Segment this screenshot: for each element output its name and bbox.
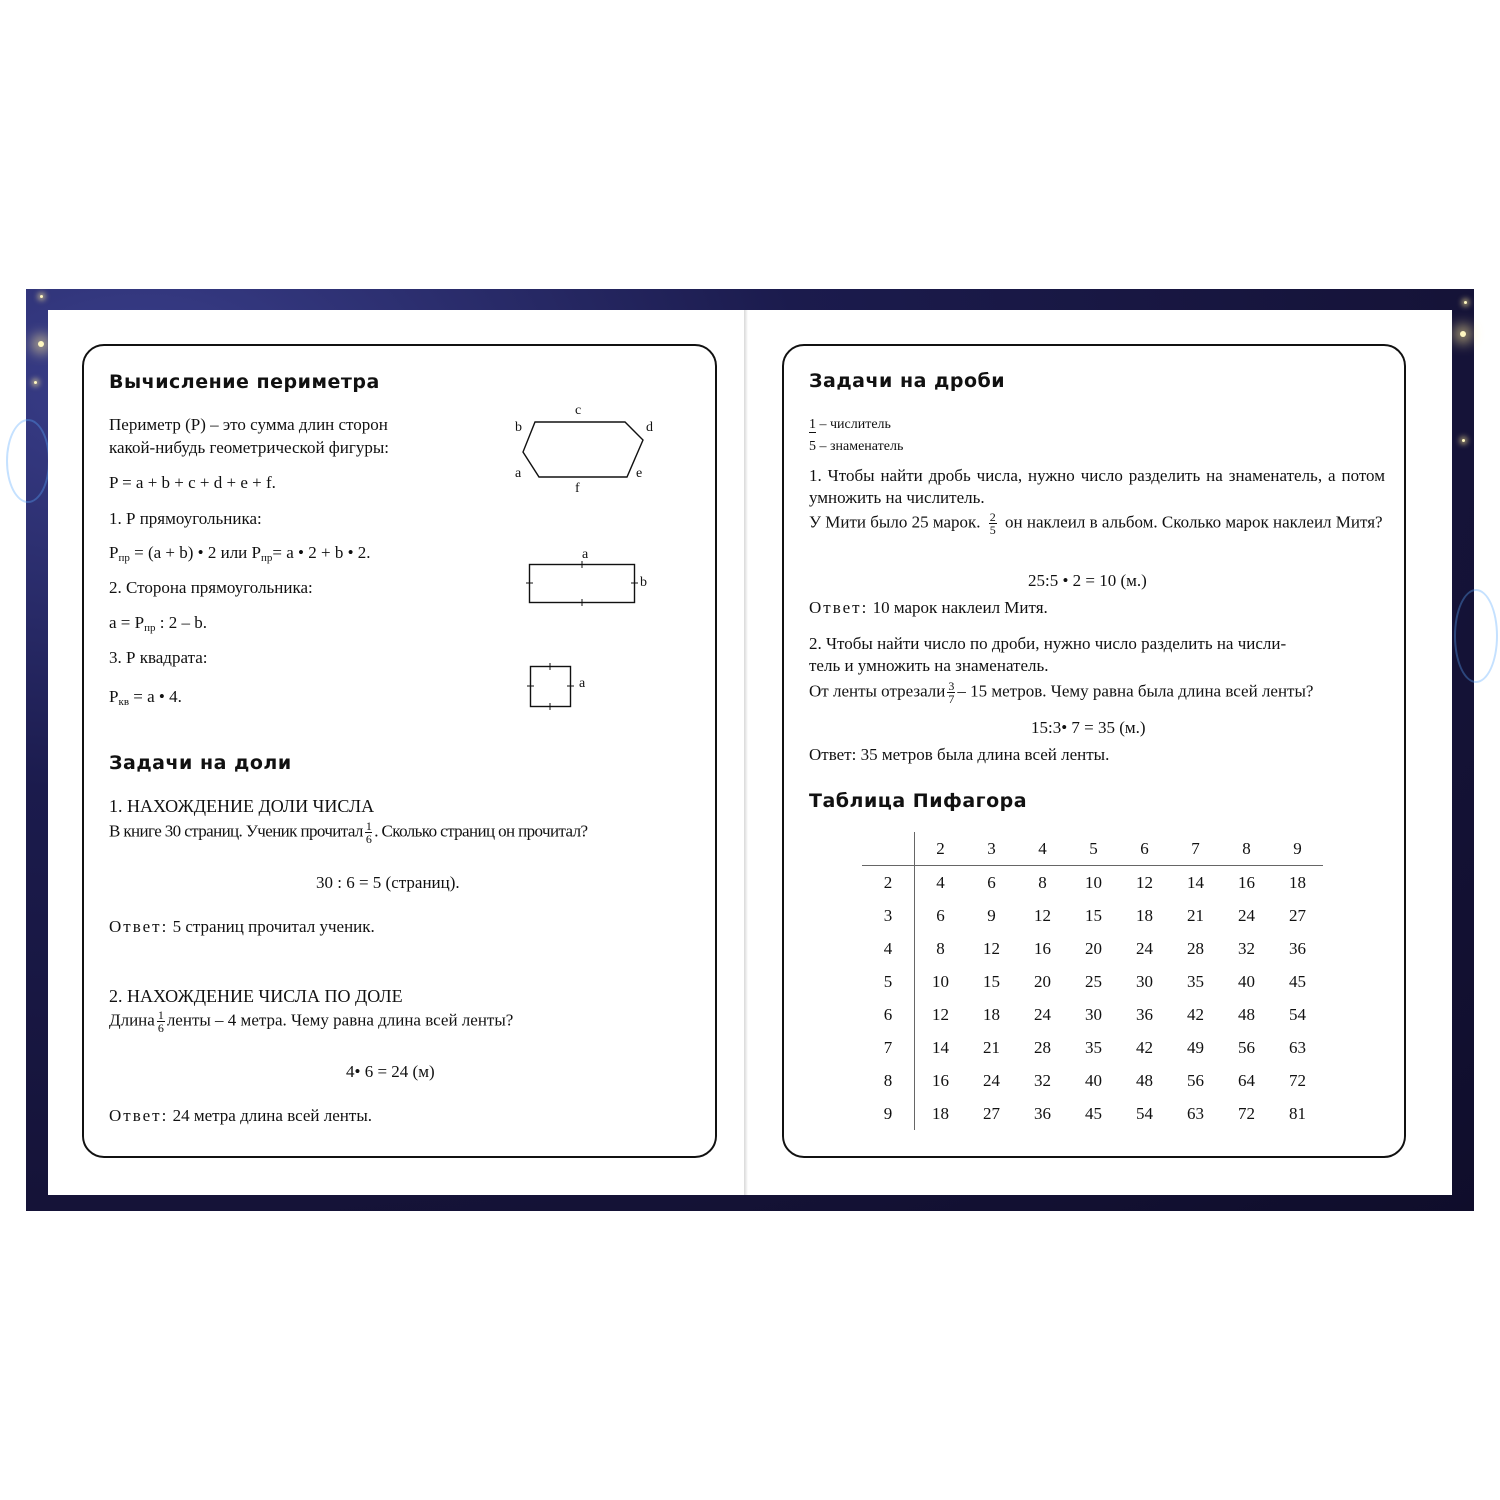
table-row xyxy=(862,965,1323,998)
fraction-rule1: 1. Чтобы найти дробь числа, нужно число разделить на знаменатель, а потом умножить на числитель. xyxy=(809,466,1385,507)
fraction-rule2-answer: Ответ: 35 метров была длина всей ленты. xyxy=(809,745,1110,764)
rectangle-side-heading: 2. Сторона прямоугольника: xyxy=(109,578,313,597)
fraction-numerator: 2 xyxy=(989,510,996,524)
table-cell: 54 xyxy=(1289,1004,1306,1024)
table-cell: 45 xyxy=(1289,971,1306,991)
rectangle-label-b: b xyxy=(640,575,647,590)
table-cell: 12 xyxy=(932,1004,949,1024)
fraction xyxy=(947,680,955,705)
table-cell: 25 xyxy=(1085,971,1102,991)
fraction xyxy=(365,820,372,845)
table-cell: 27 xyxy=(983,1103,1000,1123)
row-header-cell: 9 xyxy=(862,1097,915,1130)
table-cell: 32 xyxy=(1238,938,1255,958)
hexagon-diagram xyxy=(505,400,665,500)
denominator-digit: 5 xyxy=(809,439,816,454)
denominator-legend xyxy=(809,439,903,455)
answer-label: Ответ: xyxy=(809,598,869,617)
table-cell: 10 xyxy=(932,971,949,991)
table-cell: 48 xyxy=(1136,1070,1153,1090)
table-row xyxy=(862,998,1323,1031)
star-decoration xyxy=(1462,439,1465,442)
table-cell: 24 xyxy=(1034,1004,1051,1024)
table-header-cell: 6 xyxy=(1119,832,1170,866)
table-cell: 6 xyxy=(936,905,945,925)
table-header-row xyxy=(862,832,1323,866)
subscript: пр xyxy=(144,622,156,634)
table-cell: 16 xyxy=(932,1070,949,1090)
fraction-denominator: 5 xyxy=(989,523,996,537)
table-cell: 35 xyxy=(1187,971,1204,991)
table-cell: 72 xyxy=(1238,1103,1255,1123)
share-problem1-text xyxy=(109,820,587,845)
table-cell: 36 xyxy=(1289,938,1306,958)
table-cell: 10 xyxy=(1085,872,1102,892)
table-cell: 24 xyxy=(1136,938,1153,958)
rectangle-perimeter-formula xyxy=(109,543,371,564)
table-cell: 16 xyxy=(1238,872,1255,892)
share-problem2-answer xyxy=(109,1106,372,1126)
star-decoration xyxy=(34,381,37,384)
subscript: пр xyxy=(118,552,130,564)
table-cell: 18 xyxy=(983,1004,1000,1024)
hexagon-label-d: d xyxy=(646,420,653,435)
table-cell: 12 xyxy=(1034,905,1051,925)
star-decoration xyxy=(1460,331,1466,337)
formula-part: = (a + b) • 2 или P xyxy=(129,543,261,562)
share-problem1-answer xyxy=(109,917,375,937)
table-row xyxy=(862,1097,1323,1130)
table-cell: 14 xyxy=(1187,872,1204,892)
table-corner-cell xyxy=(862,832,915,866)
perimeter-definition-line2: какой-нибудь геометрической фигуры: xyxy=(109,438,390,457)
glow-decoration xyxy=(1454,589,1498,683)
table-cell: 40 xyxy=(1085,1070,1102,1090)
table-cell: 35 xyxy=(1085,1037,1102,1057)
table-header-cell: 4 xyxy=(1017,832,1068,866)
table-cell: 63 xyxy=(1187,1103,1204,1123)
rectangle-perimeter-heading: 1. Р прямоугольника: xyxy=(109,509,262,528)
table-cell: 18 xyxy=(932,1103,949,1123)
table-cell: 18 xyxy=(1289,872,1306,892)
fractions-title: Задачи на дроби xyxy=(809,370,1006,392)
table-header-cell: 9 xyxy=(1272,832,1323,866)
table-cell: 8 xyxy=(936,938,945,958)
text-part: . Сколько страниц он прочитал? xyxy=(374,821,588,841)
formula-part: : 2 – b. xyxy=(155,613,207,632)
table-cell: 40 xyxy=(1238,971,1255,991)
text-part: В книге 30 страниц. Ученик прочитал xyxy=(109,821,363,841)
row-header-cell: 2 xyxy=(862,866,915,900)
table-cell: 63 xyxy=(1289,1037,1306,1057)
rectangle-label-a: a xyxy=(582,547,589,562)
table-cell: 12 xyxy=(1136,872,1153,892)
fraction-rule2-line1: 2. Чтобы найти число по дроби, нужно число разделить на числи- xyxy=(809,634,1287,653)
book-spine xyxy=(744,310,748,1195)
table-cell: 15 xyxy=(983,971,1000,991)
pythagoras-table xyxy=(862,832,1323,1130)
share-problem2-heading: 2. НАХОЖДЕНИЕ ЧИСЛА ПО ДОЛЕ xyxy=(109,986,403,1006)
answer-text: 24 метра длина всей ленты. xyxy=(168,1106,373,1125)
hexagon-label-f: f xyxy=(575,481,580,496)
table-cell: 20 xyxy=(1034,971,1051,991)
star-decoration xyxy=(40,295,43,298)
perimeter-formula: P = a + b + c + d + e + f. xyxy=(109,473,276,492)
row-header-cell: 6 xyxy=(862,998,915,1031)
table-cell: 72 xyxy=(1289,1070,1306,1090)
numerator-legend xyxy=(809,417,891,433)
answer-label: Ответ: xyxy=(109,1106,169,1125)
fraction-numerator: 1 xyxy=(365,819,372,833)
hexagon-label-b: b xyxy=(515,420,522,435)
subscript: пр xyxy=(261,552,273,564)
table-cell: 48 xyxy=(1238,1004,1255,1024)
table-cell: 21 xyxy=(1187,905,1204,925)
table-cell: 9 xyxy=(987,905,996,925)
table-cell: 4 xyxy=(936,872,945,892)
text-part: он наклеил в альбом. Сколько марок наклеил Митя? xyxy=(1005,512,1383,532)
table-cell: 12 xyxy=(983,938,1000,958)
table-cell: 16 xyxy=(1034,938,1051,958)
table-header-cell: 2 xyxy=(915,832,967,866)
table-cell: 30 xyxy=(1085,1004,1102,1024)
table-cell: 28 xyxy=(1187,938,1204,958)
table-cell: 42 xyxy=(1187,1004,1204,1024)
glow-decoration xyxy=(6,419,50,503)
fraction-rule1-answer xyxy=(809,598,1048,618)
answer-text: 5 страниц прочитал ученик. xyxy=(168,917,375,936)
symbol-p: P xyxy=(109,687,119,706)
square-perimeter-heading: 3. Р квадрата: xyxy=(109,648,208,667)
square-label-a: a xyxy=(579,676,586,691)
table-cell: 30 xyxy=(1136,971,1153,991)
answer-label: Ответ: xyxy=(109,917,169,936)
table-cell: 49 xyxy=(1187,1037,1204,1057)
row-header-cell: 7 xyxy=(862,1031,915,1064)
table-cell: 54 xyxy=(1136,1103,1153,1123)
fraction xyxy=(989,511,997,536)
table-cell: 14 xyxy=(932,1037,949,1057)
symbol-p: P xyxy=(109,543,119,562)
table-cell: 21 xyxy=(983,1037,1000,1057)
fraction-denominator: 6 xyxy=(365,832,372,846)
numerator-label: – числитель xyxy=(816,417,891,432)
square-perimeter-formula xyxy=(109,687,182,708)
table-cell: 81 xyxy=(1289,1103,1306,1123)
formula-part: = a • 4. xyxy=(129,687,182,706)
answer-text: 10 марок наклеил Митя. xyxy=(868,598,1048,617)
denominator-label: – знаменатель xyxy=(816,439,904,454)
table-cell: 64 xyxy=(1238,1070,1255,1090)
fraction-rule1-calc: 25:5 • 2 = 10 (м.) xyxy=(1028,571,1147,590)
table-header-cell: 5 xyxy=(1068,832,1119,866)
row-header-cell: 8 xyxy=(862,1064,915,1097)
subscript: кв xyxy=(118,696,130,708)
rectangle-diagram xyxy=(525,560,645,610)
share-problem2-text xyxy=(109,1009,513,1034)
table-cell: 36 xyxy=(1034,1103,1051,1123)
table-cell: 6 xyxy=(987,872,996,892)
table-cell: 36 xyxy=(1136,1004,1153,1024)
fraction-rule2-line2: тель и умножить на знаменатель. xyxy=(809,656,1049,675)
share-problem1-heading: 1. НАХОЖДЕНИЕ ДОЛИ ЧИСЛА xyxy=(109,796,375,816)
shares-title: Задачи на доли xyxy=(109,752,292,774)
hexagon-label-a: a xyxy=(515,466,522,481)
table-cell: 42 xyxy=(1136,1037,1153,1057)
table-header-cell: 3 xyxy=(966,832,1017,866)
fraction-denominator: 7 xyxy=(948,692,955,706)
table-cell: 56 xyxy=(1187,1070,1204,1090)
text-part: У Мити было 25 марок. xyxy=(809,512,981,532)
table-cell: 28 xyxy=(1034,1037,1051,1057)
table-cell: 24 xyxy=(1238,905,1255,925)
fraction xyxy=(157,1009,165,1034)
table-row xyxy=(862,1031,1323,1064)
row-header-cell: 3 xyxy=(862,899,915,932)
fraction-denominator: 6 xyxy=(157,1021,164,1035)
star-decoration xyxy=(1464,301,1467,304)
table-cell: 27 xyxy=(1289,905,1306,925)
table-cell: 20 xyxy=(1085,938,1102,958)
table-cell: 24 xyxy=(983,1070,1000,1090)
table-cell: 45 xyxy=(1085,1103,1102,1123)
table-cell: 18 xyxy=(1136,905,1153,925)
text-part: От ленты отрезали xyxy=(809,681,946,701)
table-cell: 32 xyxy=(1034,1070,1051,1090)
fraction-rule1-task xyxy=(809,511,1385,536)
fraction-numerator: 1 xyxy=(157,1008,164,1022)
perimeter-definition-line1: Периметр (Р) – это сумма длин сторон xyxy=(109,415,388,434)
formula-part: = a • 2 + b • 2. xyxy=(272,543,371,562)
square-diagram xyxy=(525,660,580,712)
star-decoration xyxy=(38,341,44,347)
row-header-cell: 4 xyxy=(862,932,915,965)
table-cell: 15 xyxy=(1085,905,1102,925)
formula-part: a = P xyxy=(109,613,145,632)
fraction-rule2-task xyxy=(809,680,1313,705)
table-row xyxy=(862,932,1323,965)
hexagon-label-c: c xyxy=(575,403,582,418)
table-row xyxy=(862,1064,1323,1097)
table-row xyxy=(862,866,1323,900)
rectangle-side-formula xyxy=(109,613,207,634)
fraction-numerator: 3 xyxy=(948,679,955,693)
perimeter-title: Вычисление периметра xyxy=(109,371,380,393)
table-cell: 56 xyxy=(1238,1037,1255,1057)
text-part: Длина xyxy=(109,1010,155,1030)
fraction-rule2-calc: 15:3• 7 = 35 (м.) xyxy=(1031,718,1146,737)
table-header-cell: 8 xyxy=(1221,832,1272,866)
text-part: – 15 метров. Чему равна была длина всей ленты? xyxy=(957,681,1314,701)
row-header-cell: 5 xyxy=(862,965,915,998)
hexagon-label-e: e xyxy=(636,466,643,481)
text-part: ленты – 4 метра. Чему равна длина всей ленты? xyxy=(166,1010,514,1030)
share-problem1-calc: 30 : 6 = 5 (страниц). xyxy=(316,873,460,892)
pythagoras-title: Таблица Пифагора xyxy=(809,790,1028,812)
share-problem2-calc: 4• 6 = 24 (м) xyxy=(346,1062,435,1081)
table-row xyxy=(862,899,1323,932)
numerator-digit: 1 xyxy=(809,417,816,432)
table-header-cell: 7 xyxy=(1170,832,1221,866)
table-cell: 8 xyxy=(1038,872,1047,892)
